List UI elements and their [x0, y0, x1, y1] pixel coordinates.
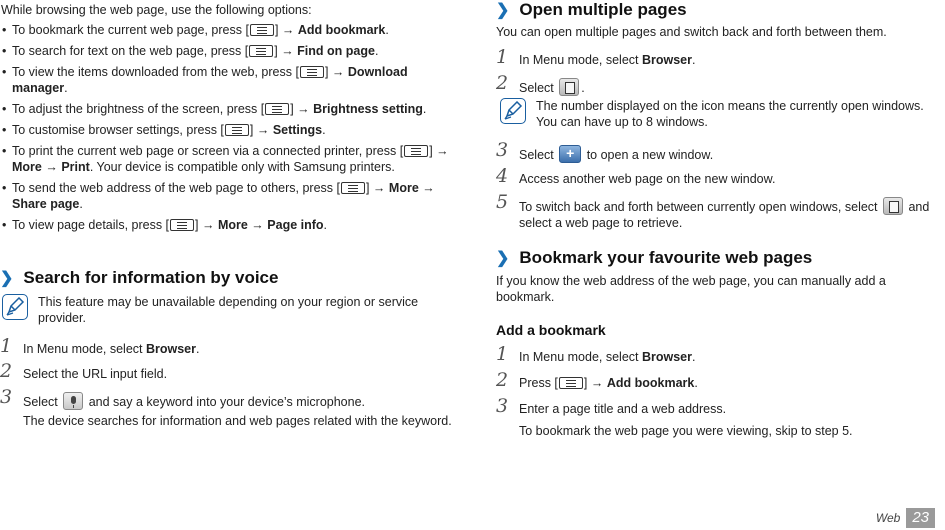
section-name: Web [875, 511, 901, 525]
list-item: • To adjust the brightness of the screen, press [ ] → Brightness setting. [2, 102, 427, 116]
chevron-right-icon: ❯ [496, 250, 510, 267]
menu-key-icon [225, 124, 249, 136]
add-bookmark-heading: Add a bookmark [496, 322, 606, 338]
windows-icon [883, 197, 903, 215]
list-item: • To view page details, press [ ] → More → Page info. [2, 218, 328, 232]
multi-step-4: 4 Access another web page on the new window. [496, 165, 776, 187]
add-step-1: 1 In Menu mode, select Browser. [496, 343, 696, 365]
chevron-right-icon: ❯ [0, 270, 14, 287]
chevron-right-icon: ❯ [496, 2, 510, 19]
windows-note: The number displayed on the icon means the currently open windows. You can have up to 8 windows. [500, 98, 936, 130]
menu-key-icon [170, 219, 194, 231]
list-item: • To send the web address of the web page to others, press [ ] → More → Share page. [2, 181, 435, 211]
menu-key-icon [559, 377, 583, 389]
note-pencil-icon [2, 294, 28, 320]
voice-search-heading: ❯ Search for information by voice [0, 268, 279, 287]
bookmark-intro: If you know the web address of the web page, you can manually add a bookmark. [496, 274, 886, 304]
new-window-plus-icon [559, 145, 581, 163]
voice-note: This feature may be unavailable depending on your region or service provider. [2, 294, 454, 326]
list-item: • To print the current web page or screen via a connected printer, press [ ] → More → Print. Your device is compatible only with Samsung printers. [2, 144, 449, 174]
menu-key-icon [250, 24, 274, 36]
menu-key-icon [404, 145, 428, 157]
voice-step-2: 2 Select the URL input field. [0, 360, 168, 382]
list-item: • To bookmark the current web page, press [ ] → Add bookmark. [2, 23, 389, 37]
browsing-options-intro: While browsing the web page, use the following options: [1, 3, 312, 17]
bookmark-heading: ❯ Bookmark your favourite web pages [496, 248, 813, 267]
add-step-3: 3 Enter a page title and a web address. To bookmark the web page you were viewing, skip to step 5. [496, 395, 853, 438]
multi-step-2: 2 Select . [496, 72, 585, 95]
multi-step-5: 5 To switch back and forth between currently open windows, select and select a web page to retrieve. [496, 191, 930, 230]
multiple-pages-intro: You can open multiple pages and switch back and forth between them. [496, 25, 887, 39]
multi-step-3: 3 Select + to open a new window. [496, 145, 936, 163]
multi-step-1: 1 In Menu mode, select Browser. [496, 46, 696, 68]
voice-step-1: 1 In Menu mode, select Browser. [0, 335, 200, 357]
page-footer [876, 508, 935, 528]
menu-key-icon [265, 103, 289, 115]
page-number: 23 [906, 508, 935, 528]
browsing-options-list [0, 22, 452, 238]
voice-step-3: 3 Select and say a keyword into your device’s microphone. The device searches for information and web pages related with the keyword. [0, 386, 452, 428]
microphone-icon [63, 392, 83, 410]
multiple-pages-heading: ❯ Open multiple pages [496, 0, 687, 19]
list-item: • To customise browser settings, press [ ] → Settings. [2, 123, 326, 137]
menu-key-icon [300, 66, 324, 78]
list-item: • To search for text on the web page, press [ ] → Find on page. [2, 44, 379, 58]
windows-icon [559, 78, 579, 96]
add-step-2: 2 Press [ ] → Add bookmark. [496, 369, 698, 391]
menu-key-icon [249, 45, 273, 57]
note-pencil-icon [500, 98, 526, 124]
menu-key-icon [341, 182, 365, 194]
list-item: • To view the items downloaded from the web, press [ ] → Download manager. [2, 65, 408, 95]
